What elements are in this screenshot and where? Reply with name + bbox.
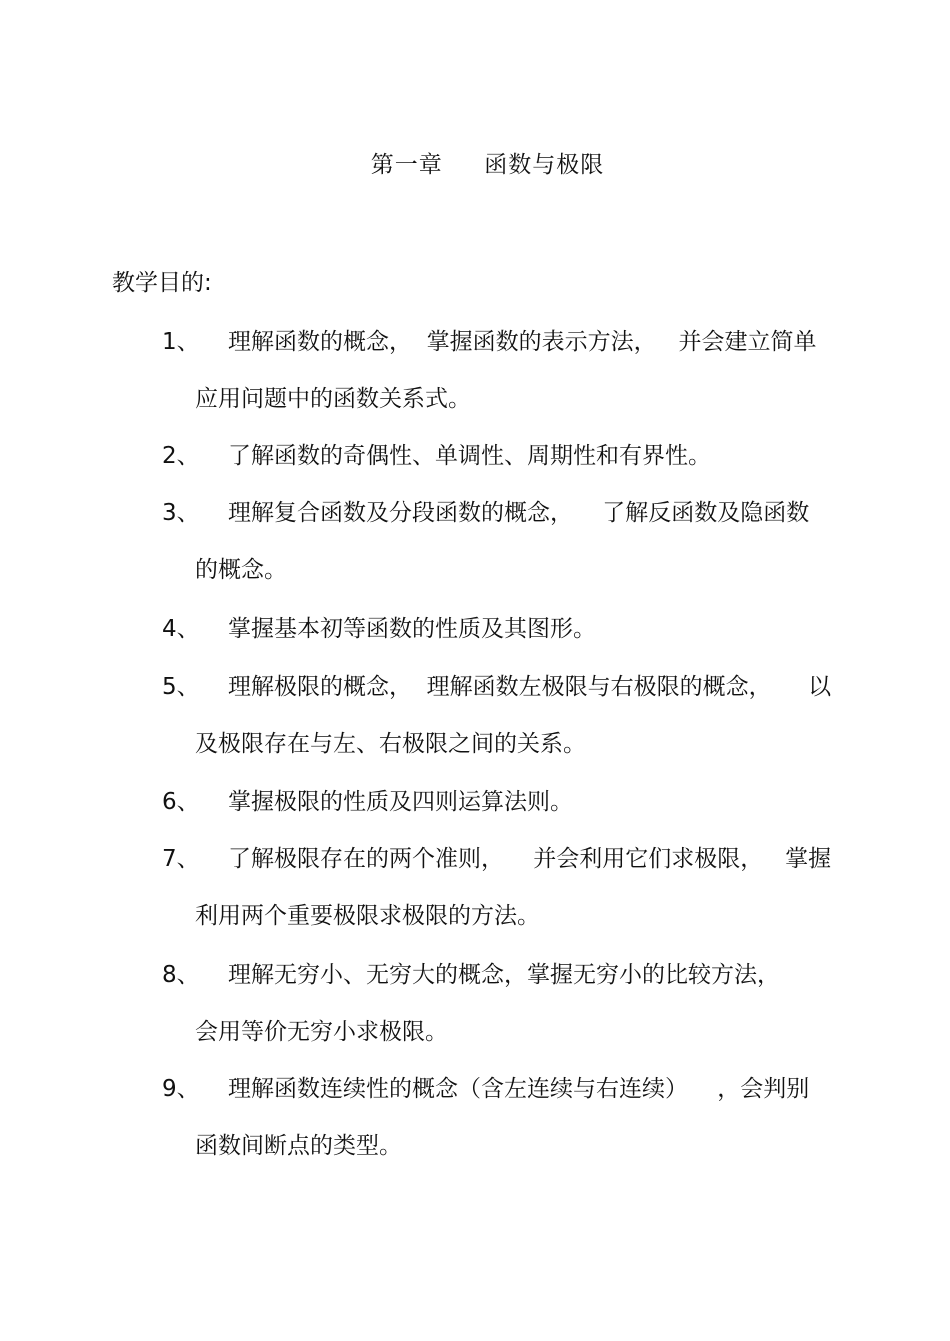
item-number: 2、 [162, 443, 200, 469]
item-number: 7、 [162, 846, 200, 872]
item-text-line2: 的概念。 [195, 557, 287, 583]
item-text-line1: 理解极限的概念， 理解函数左极限与右极限的概念， 以 [228, 674, 832, 700]
item-text-line1: 理解函数的概念， 掌握函数的表示方法， 并会建立简单 [228, 329, 817, 355]
item-text-line2: 及极限存在与左、右极限之间的关系。 [195, 731, 586, 757]
item-text-line2: 利用两个重要极限求极限的方法。 [195, 903, 540, 929]
item-number: 9、 [162, 1076, 200, 1102]
item-number: 3、 [162, 500, 200, 526]
item-text-line1: 理解函数连续性的概念（含左连续与右连续） ，会判别 [228, 1076, 810, 1102]
item-text-line1: 了解函数的奇偶性、单调性、周期性和有界性。 [228, 443, 711, 469]
item-text-line1: 理解复合函数及分段函数的概念， 了解反函数及隐函数 [228, 500, 810, 526]
item-text-line1: 掌握极限的性质及四则运算法则。 [228, 789, 573, 815]
item-text-line2: 会用等价无穷小求极限。 [195, 1019, 448, 1045]
section-heading: 教学目的: [112, 270, 212, 296]
item-text-line1: 了解极限存在的两个准则， 并会利用它们求极限， 掌握 [228, 846, 832, 872]
item-text-line2: 函数间断点的类型。 [195, 1133, 402, 1159]
item-number: 1、 [162, 329, 200, 355]
item-text-line1: 理解无穷小、无穷大的概念，掌握无穷小的比较方法， [228, 962, 780, 988]
item-number: 6、 [162, 789, 200, 815]
item-text-line1: 掌握基本初等函数的性质及其图形。 [228, 616, 596, 642]
chapter-title: 第一章 函数与极限 [370, 152, 605, 178]
item-text-line2: 应用问题中的函数关系式。 [195, 386, 471, 412]
item-number: 4、 [162, 616, 200, 642]
item-number: 5、 [162, 674, 200, 700]
item-number: 8、 [162, 962, 200, 988]
